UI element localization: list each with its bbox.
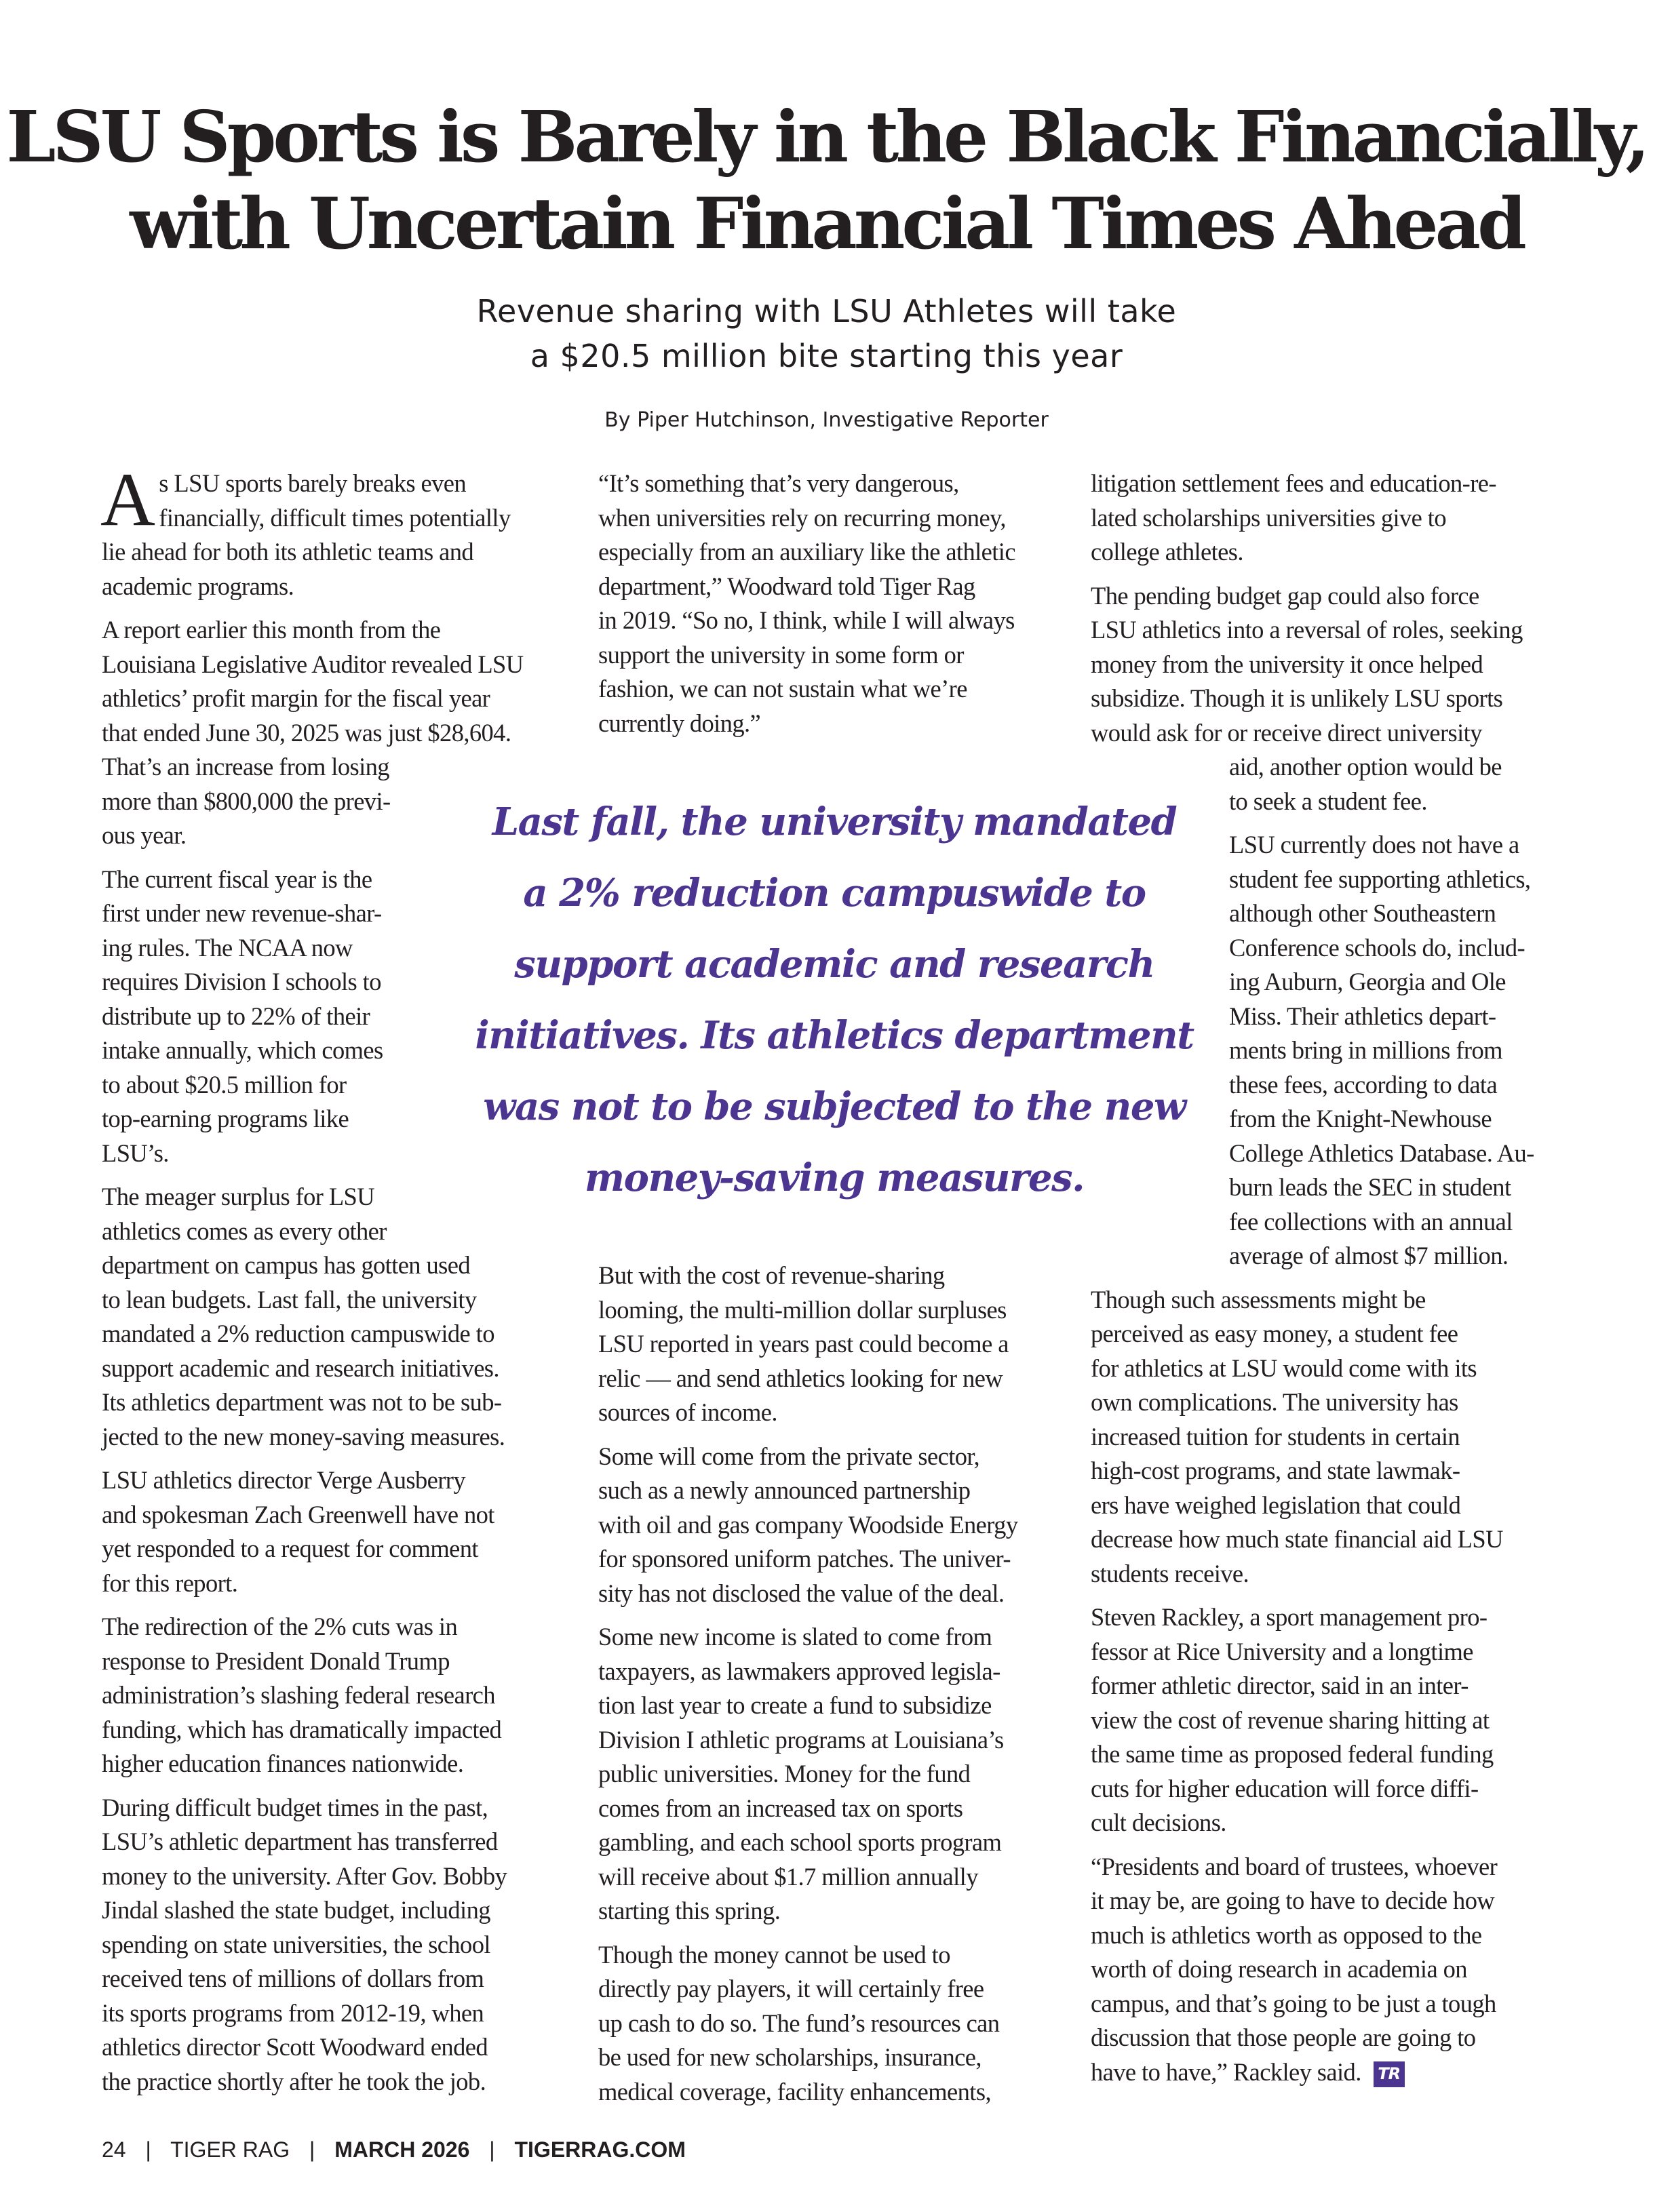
line: money from the university it once helped [1091, 650, 1483, 678]
line: currently doing.” [598, 709, 761, 737]
publication-name: TIGER RAG [170, 2137, 290, 2162]
line: ers have weighed legislation that could [1091, 1490, 1461, 1519]
line: perceived as easy money, a student fee [1091, 1320, 1458, 1347]
column-2-top [598, 467, 1059, 750]
line: former athletic director, said in an inter- [1091, 1672, 1469, 1699]
pull-quote-line: initiatives. Its athletics department [475, 1013, 1194, 1058]
line: During difficult budget times in the past, [102, 1793, 488, 1821]
line: LSU currently does not have a [1229, 831, 1519, 858]
line: to lean budgets. Last fall, the university [102, 1285, 477, 1314]
line: cult decisions. [1091, 1809, 1226, 1836]
line: Conference schools do, includ- [1229, 933, 1525, 962]
line: aid, another option would be [1229, 753, 1502, 781]
paragraph [1091, 1850, 1559, 2090]
line: support the university in some form or [598, 640, 964, 669]
line: in 2019. “So no, I think, while I will always [598, 606, 1015, 634]
column-2-bottom [598, 1259, 1059, 2118]
paragraph [598, 1259, 1059, 1430]
headline-line-1: LSU Sports is Barely in the Black Financially, [6, 95, 1647, 178]
line: ing rules. The NCAA now [102, 933, 353, 962]
line: LSU’s. [102, 1139, 169, 1167]
line: But with the cost of revenue-sharing [598, 1261, 945, 1289]
issue-date: MARCH 2026 [334, 2137, 470, 2162]
line: distribute up to 22% of their [102, 1002, 370, 1030]
line: That’s an increase from losing [102, 753, 389, 781]
line: worth of doing research in academia on [1091, 1955, 1467, 1983]
line: more than $800,000 the previ- [102, 787, 391, 815]
separator: | [145, 2137, 151, 2162]
line: Some will come from the private sector, [598, 1442, 980, 1470]
line: starting this spring. [598, 1897, 781, 1924]
line: LSU athletics into a reversal of roles, seeking [1091, 616, 1523, 644]
line: these fees, according to data [1229, 1070, 1498, 1099]
line: looming, the multi-million dollar surpluses [598, 1295, 1007, 1324]
line: Louisiana Legislative Auditor revealed LSU [102, 650, 524, 678]
line: gambling, and each school sports program [598, 1828, 1002, 1856]
separator: | [489, 2137, 495, 2162]
line: that ended June 30, 2025 was just $28,604. [102, 718, 511, 747]
paragraph [598, 1938, 1059, 2110]
subheadline-line-2: a $20.5 million bite starting this year [530, 338, 1123, 374]
paragraph-7 [102, 1791, 563, 2099]
line: jected to the new money-saving measures. [102, 1422, 505, 1450]
line: own complications. The university has [1091, 1388, 1458, 1416]
line: up cash to do so. The fund’s resources can [598, 2009, 1000, 2037]
line: administration’s slashing federal research [102, 1681, 495, 1709]
line: and spokesman Zach Greenwell have not [102, 1500, 494, 1528]
line: although other Southeastern [1229, 899, 1496, 927]
line: athletics comes as every other [102, 1217, 387, 1245]
line: Though the money cannot be used to [598, 1940, 950, 1969]
line: “It’s something that’s very dangerous, [598, 469, 959, 497]
paragraph [598, 1440, 1059, 1611]
byline: By Piper Hutchinson, Investigative Reporter [604, 408, 1049, 432]
line: much is athletics worth as opposed to the [1091, 1920, 1482, 1949]
subheadline [0, 289, 1653, 378]
line: will receive about $1.7 million annually [598, 1862, 978, 1891]
line: The pending budget gap could also force [1091, 581, 1479, 610]
line: A report earlier this month from the [102, 616, 441, 644]
line: decrease how much state financial aid LSU [1091, 1525, 1503, 1553]
line: medical coverage, facility enhancements, [598, 2077, 991, 2106]
line: sources of income. [598, 1398, 777, 1426]
line: lie ahead for both its athletic teams and [102, 538, 474, 566]
line: mandated a 2% reduction campuswide to [102, 1320, 494, 1347]
line: fessor at Rice University and a longtime [1091, 1637, 1473, 1665]
column-3 [1091, 467, 1559, 2099]
line: relic — and send athletics looking for new [598, 1364, 1003, 1392]
line: “Presidents and board of trustees, whoever [1091, 1852, 1498, 1880]
line: its sports programs from 2012-19, when [102, 1998, 484, 2027]
line: Division I athletic programs at Louisiana’s [598, 1725, 1004, 1754]
line: litigation settlement fees and education-re- [1091, 469, 1496, 497]
line: College Athletics Database. Au- [1229, 1139, 1534, 1167]
line: students receive. [1091, 1559, 1249, 1587]
column-1 [100, 458, 563, 2108]
line: s LSU sports barely breaks even [159, 469, 467, 497]
line: Miss. Their athletics depart- [1229, 1002, 1496, 1030]
line: department on campus has gotten used [102, 1251, 470, 1279]
line: fashion, we can not sustain what we’re [598, 675, 967, 703]
line: average of almost $7 million. [1229, 1242, 1509, 1269]
line: LSU’s athletic department has transferred [102, 1828, 498, 1855]
line: The meager surplus for LSU [102, 1183, 375, 1210]
line: sity has not disclosed the value of the deal. [598, 1579, 1005, 1607]
line: LSU reported in years past could become a [598, 1330, 1009, 1358]
line: funding, which has dramatically impacted [102, 1715, 502, 1743]
paragraph [598, 1620, 1059, 1929]
line: would ask for or receive direct university [1091, 718, 1482, 747]
line: yet responded to a request for comment [102, 1535, 478, 1562]
pull-quote-line: was not to be subjected to the new [483, 1084, 1186, 1129]
pull-quote-line: support academic and research [514, 942, 1154, 987]
line: for athletics at LSU would come with its [1091, 1354, 1477, 1382]
line: Some new income is slated to come from [598, 1623, 992, 1651]
line: tion last year to create a fund to subsidize [598, 1691, 992, 1719]
line: to seek a student fee. [1229, 787, 1427, 815]
paragraph [1091, 1283, 1559, 1592]
line: ments bring in millions from [1229, 1036, 1502, 1064]
line: money to the university. After Gov. Bobby [102, 1861, 507, 1890]
headline-line-2: with Uncertain Financial Times Ahead [130, 182, 1523, 265]
line: higher education finances nationwide. [102, 1750, 464, 1777]
line: the practice shortly after he took the job. [102, 2067, 486, 2095]
line: such as a newly announced partnership [598, 1476, 971, 1504]
line: for sponsored uniform patches. The univer- [598, 1545, 1011, 1573]
paragraph [1091, 1600, 1559, 1840]
line: discussion that those people are going to [1091, 2023, 1476, 2051]
line: when universities rely on recurring money, [598, 503, 1006, 532]
line: Though such assessments might be [1091, 1285, 1426, 1314]
line: top-earning programs like [102, 1105, 349, 1132]
pull-quote-line: a 2% reduction campuswide to [523, 871, 1146, 915]
line: academic programs. [102, 572, 294, 600]
paragraph-4 [102, 1180, 563, 1454]
paragraph [1091, 467, 1559, 570]
line: The current fiscal year is the [102, 865, 372, 893]
line: first under new revenue-shar- [102, 899, 382, 927]
line [1091, 2055, 1559, 2090]
line: LSU athletics director Verge Ausberry [102, 1466, 465, 1494]
line: to about $20.5 million for [102, 1070, 347, 1099]
line: response to President Donald Trump [102, 1646, 450, 1675]
line: Jindal slashed the state budget, including [102, 1896, 490, 1924]
line: department,” Woodward told Tiger Rag [598, 572, 975, 600]
line: for this report. [102, 1568, 238, 1597]
line: taxpayers, as lawmakers approved legisla- [598, 1657, 1000, 1685]
line: athletics director Scott Woodward ended [102, 2033, 488, 2061]
line: lated scholarships universities give to [1091, 503, 1446, 532]
line: fee collections with an annual [1229, 1207, 1513, 1236]
line: spending on state universities, the school [102, 1930, 490, 1958]
line: student fee supporting athletics, [1229, 865, 1531, 893]
line-text: have to have,” Rackley said. [1091, 2057, 1361, 2086]
line: financially, difficult times potentially [159, 503, 511, 532]
pull-quote-line: Last fall, the university mandated [492, 799, 1177, 844]
quote-paragraph [598, 467, 1059, 740]
separator: | [309, 2137, 315, 2162]
line: from the Knight-Newhouse [1229, 1105, 1492, 1132]
line: The redirection of the 2% cuts was in [102, 1613, 458, 1640]
line: burn leads the SEC in student [1229, 1173, 1511, 1201]
line: intake annually, which comes [102, 1036, 383, 1064]
line: campus, and that’s going to be just a tough [1091, 1989, 1496, 2017]
line: Steven Rackley, a sport management pro- [1091, 1603, 1487, 1631]
line: subsidize. Though it is unlikely LSU sports [1091, 684, 1503, 712]
paragraph [1091, 579, 1559, 819]
line: college athletes. [1091, 538, 1243, 566]
line: be used for new scholarships, insurance, [598, 2043, 981, 2071]
paragraph-5 [102, 1463, 563, 1600]
line: especially from an auxiliary like the athletic [598, 538, 1015, 566]
line: requires Division I schools to [102, 968, 381, 995]
paragraph-6 [102, 1610, 563, 1781]
line: support academic and research initiatives. [102, 1354, 499, 1382]
paragraph [1091, 828, 1559, 1273]
line: view the cost of revenue sharing hitting at [1091, 1705, 1490, 1734]
line: directly pay players, it will certainly free [598, 1975, 984, 2002]
tiger-rag-end-mark-icon: TR [1374, 2061, 1405, 2087]
line: the same time as proposed federal funding [1091, 1740, 1494, 1768]
line: increased tuition for students in certain [1091, 1422, 1460, 1450]
line: cuts for higher education will force diffi- [1091, 1774, 1479, 1802]
headline [0, 94, 1653, 267]
page-footer [102, 2136, 686, 2163]
pull-quote-line: money-saving measures. [584, 1156, 1085, 1200]
subheadline-line-1: Revenue sharing with LSU Athletes will take [476, 293, 1177, 330]
paragraph-1 [100, 458, 563, 604]
page-number: 24 [102, 2137, 126, 2162]
line: comes from an increased tax on sports [598, 1794, 963, 1822]
drop-cap: A [100, 458, 155, 542]
line: Its athletics department was not to be sub- [102, 1388, 502, 1416]
line: public universities. Money for the fund [598, 1760, 971, 1788]
line: received tens of millions of dollars from [102, 1964, 484, 1992]
website-link[interactable]: TIGERRAG.COM [514, 2137, 686, 2162]
line: ous year. [102, 821, 187, 849]
line: it may be, are going to have to decide how [1091, 1887, 1495, 1914]
line: athletics’ profit margin for the fiscal year [102, 684, 490, 712]
line: with oil and gas company Woodside Energy [598, 1510, 1018, 1539]
line: high-cost programs, and state lawmak- [1091, 1457, 1460, 1484]
line: ing Auburn, Georgia and Ole [1229, 968, 1506, 995]
